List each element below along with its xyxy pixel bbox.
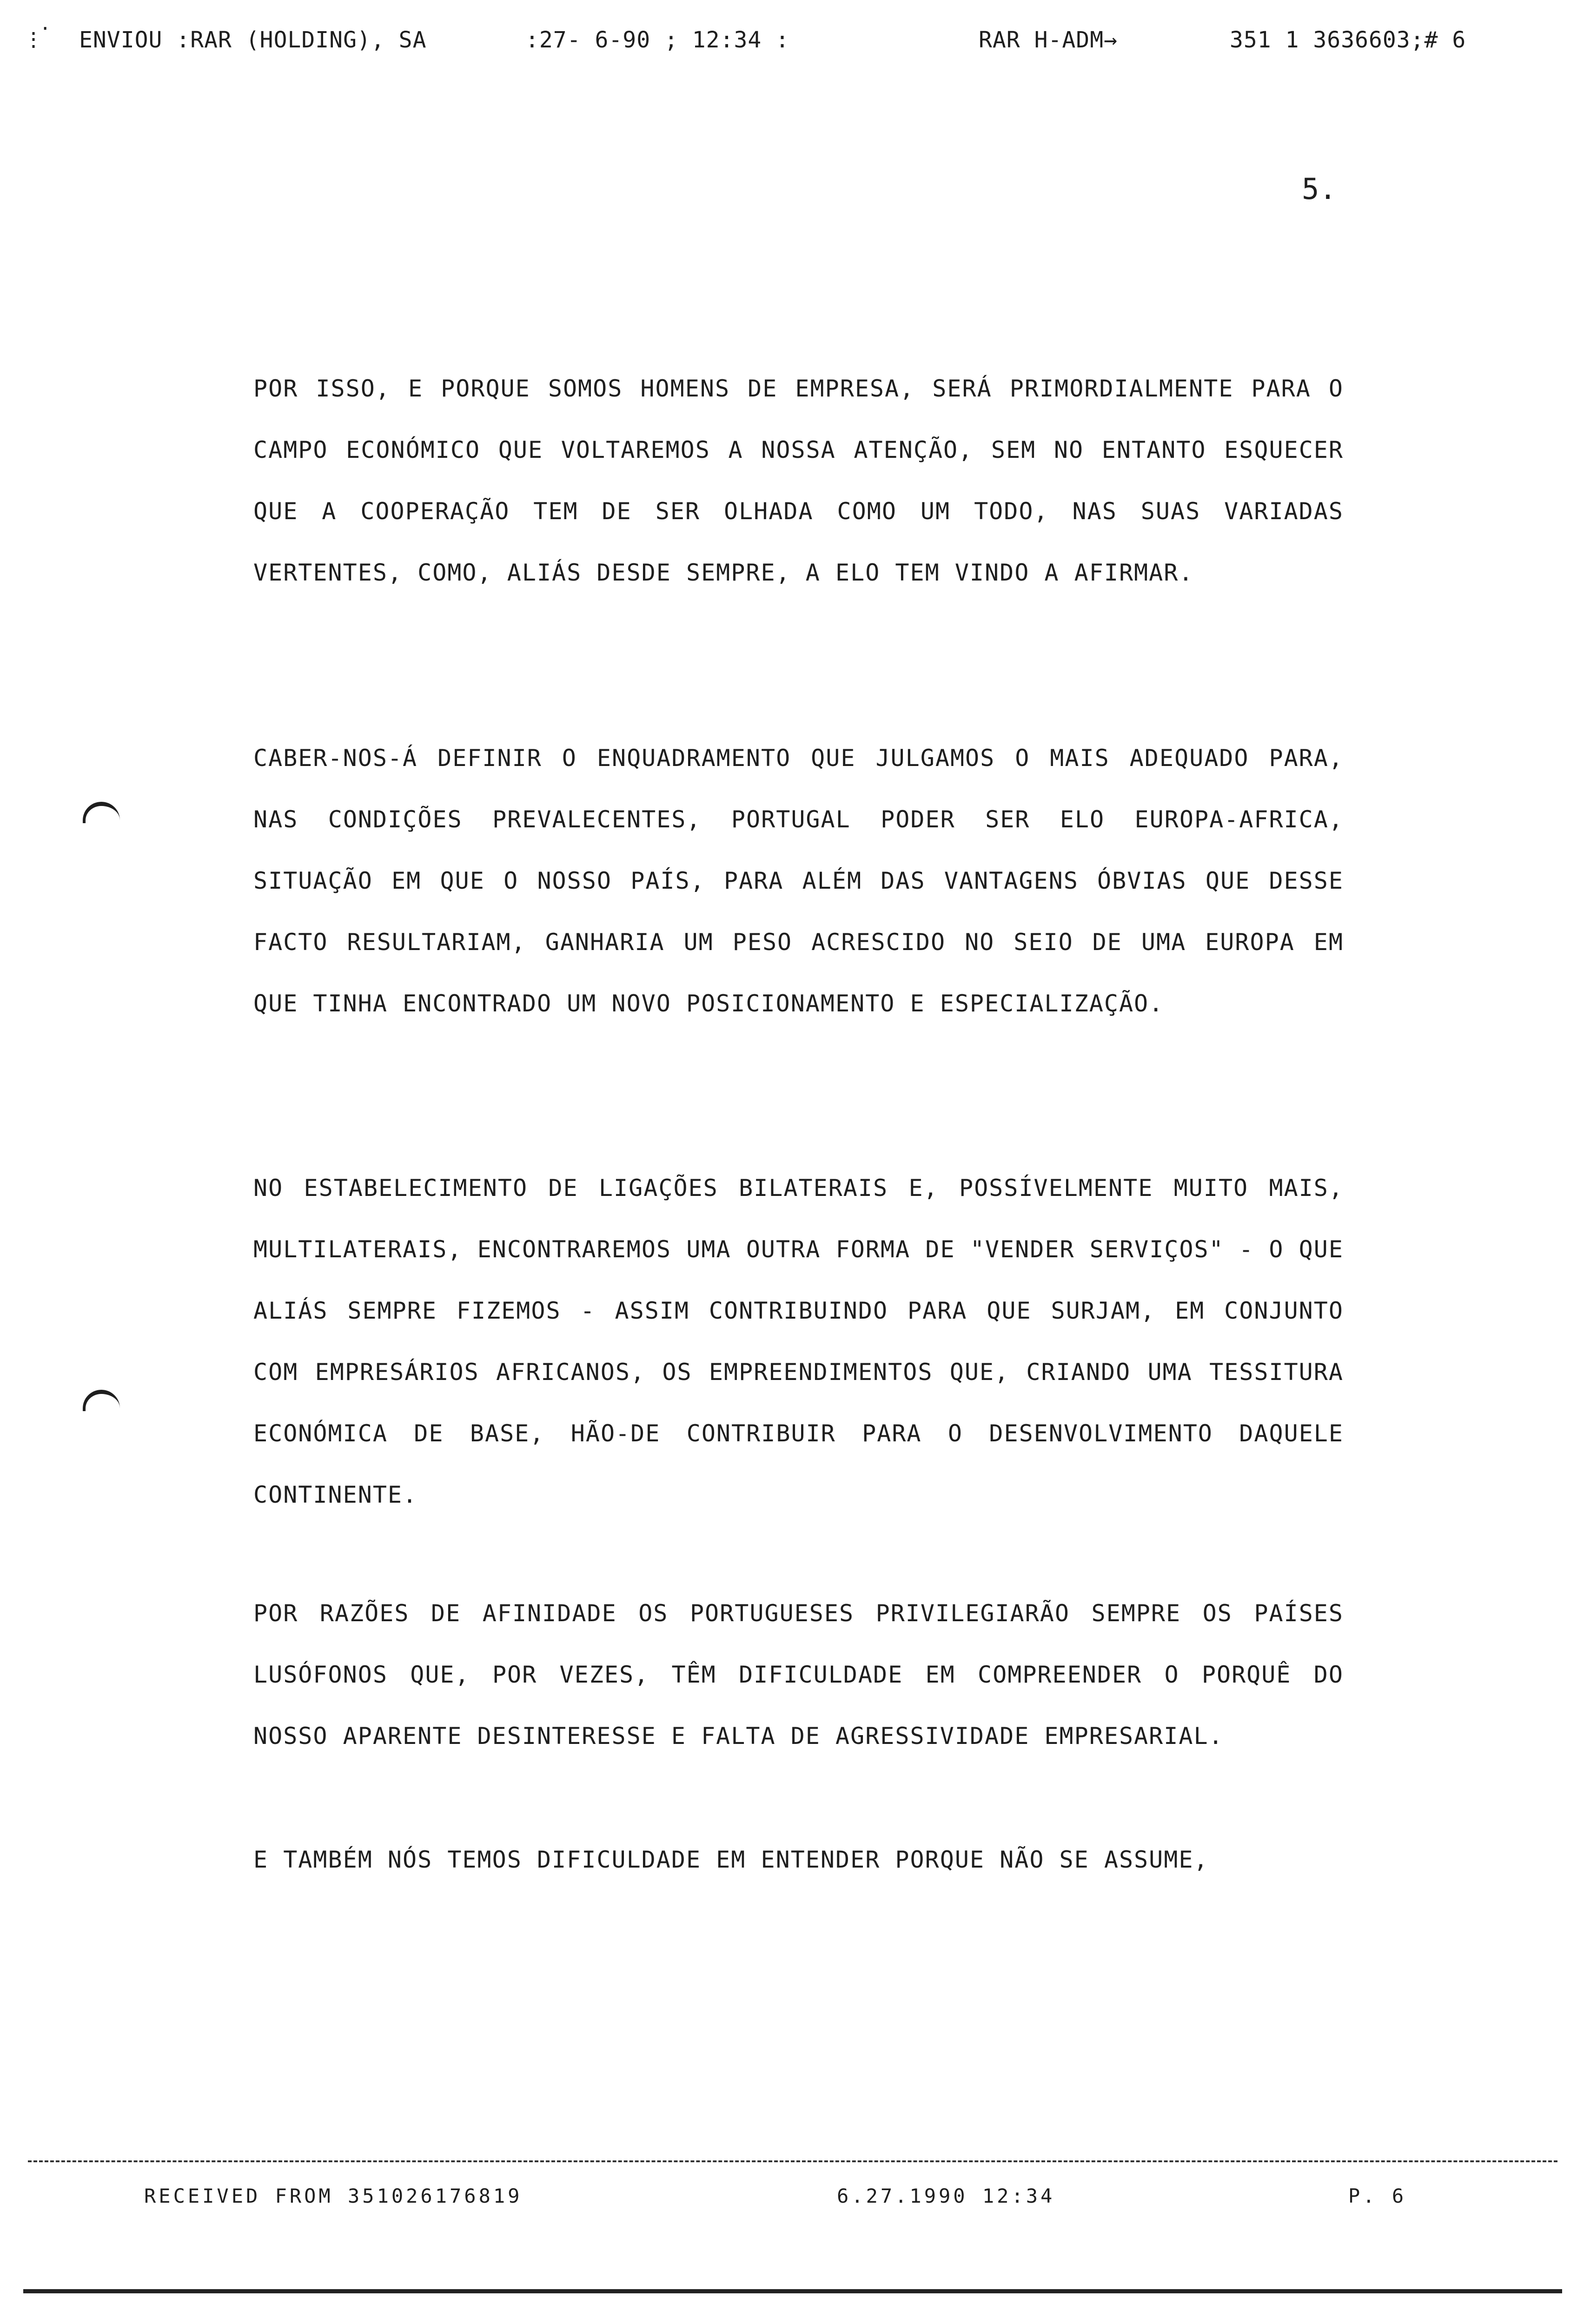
fax-received-footer <box>144 2185 1446 2217</box>
fax-destination: RAR H-ADM→ <box>979 27 1118 53</box>
fax-transmission-header <box>28 18 1553 64</box>
punch-hole-mark-icon <box>83 1390 120 1411</box>
fax-phone-number: 351 1 3636603;# 6 <box>1230 27 1466 53</box>
bottom-rule <box>23 2289 1562 2293</box>
received-from: RECEIVED FROM 351026176819 <box>144 2185 523 2207</box>
fax-page-indicator: P. 6 <box>1348 2185 1407 2207</box>
punch-hole-mark-icon <box>83 802 120 823</box>
page-number: 5. <box>1302 172 1337 206</box>
paragraph: NO ESTABELECIMENTO DE LIGAÇÕES BILATERAIS E, POSSÍVELMENTE MUITO MAIS, MULTILATERAIS, ENCONTRAREMOS UMA OUTRA FORMA DE "VENDER SERVIÇOS" - O QUE ALIÁS SEMPRE FIZEMOS - ASSIM CONTRIBUINDO PARA QUE SURJAM, EM CONJUNTO COM EMPRESÁRIOS AFRICANOS, OS EMPREENDIMENTOS QUE, CRIANDO UMA TESSITURA ECONÓMICA DE BASE, HÃO-DE CONTRIBUIR PARA O DESENVOLVIMENTO DAQUELE CONTINENTE. <box>253 1175 1344 1508</box>
footer-divider <box>28 2160 1557 2162</box>
header-marks: .· : <box>28 18 52 53</box>
received-datetime: 6.27.1990 12:34 <box>837 2185 1055 2207</box>
paragraph: E TAMBÉM NÓS TEMOS DIFICULDADE EM ENTENDER PORQUE NÃO SE ASSUME, <box>253 1846 1209 1873</box>
fax-datetime: :27- 6-90 ; 12:34 : <box>525 27 790 53</box>
paragraph: POR ISSO, E PORQUE SOMOS HOMENS DE EMPRESA, SERÁ PRIMORDIALMENTE PARA O CAMPO ECONÓMICO QUE VOLTAREMOS A NOSSA ATENÇÃO, SEM NO ENTANTO ESQUECER QUE A COOPERAÇÃO TEM DE SER OLHADA COMO UM TODO, NAS SUAS VARIADAS VERTENTES, COMO, ALIÁS DESDE SEMPRE, A ELO TEM VINDO A AFIRMAR. <box>253 375 1344 586</box>
paragraph: CABER-NOS-Á DEFINIR O ENQUADRAMENTO QUE JULGAMOS O MAIS ADEQUADO PARA, NAS CONDIÇÕES PREVALECENTES, PORTUGAL PODER SER ELO EUROPA-AFRICA, SITUAÇÃO EM QUE O NOSSO PAÍS, PARA ALÉM DAS VANTAGENS ÓBVIAS QUE DESSE FACTO RESULTARIAM, GANHARIA UM PESO ACRESCIDO NO SEIO DE UMA EUROPA EM QUE TINHA ENCONTRADO UM NOVO POSICIONAMENTO E ESPECIALIZAÇÃO. <box>253 745 1344 1017</box>
fax-sender: ENVIOU :RAR (HOLDING), SA <box>79 27 427 53</box>
paragraph: POR RAZÕES DE AFINIDADE OS PORTUGUESES PRIVILEGIARÃO SEMPRE OS PAÍSES LUSÓFONOS QUE, POR VEZES, TÊM DIFICULDADE EM COMPREENDER O PORQUÊ DO NOSSO APARENTE DESINTERESSE E FALTA DE AGRESSIVIDADE EMPRESARIAL. <box>253 1600 1344 1750</box>
